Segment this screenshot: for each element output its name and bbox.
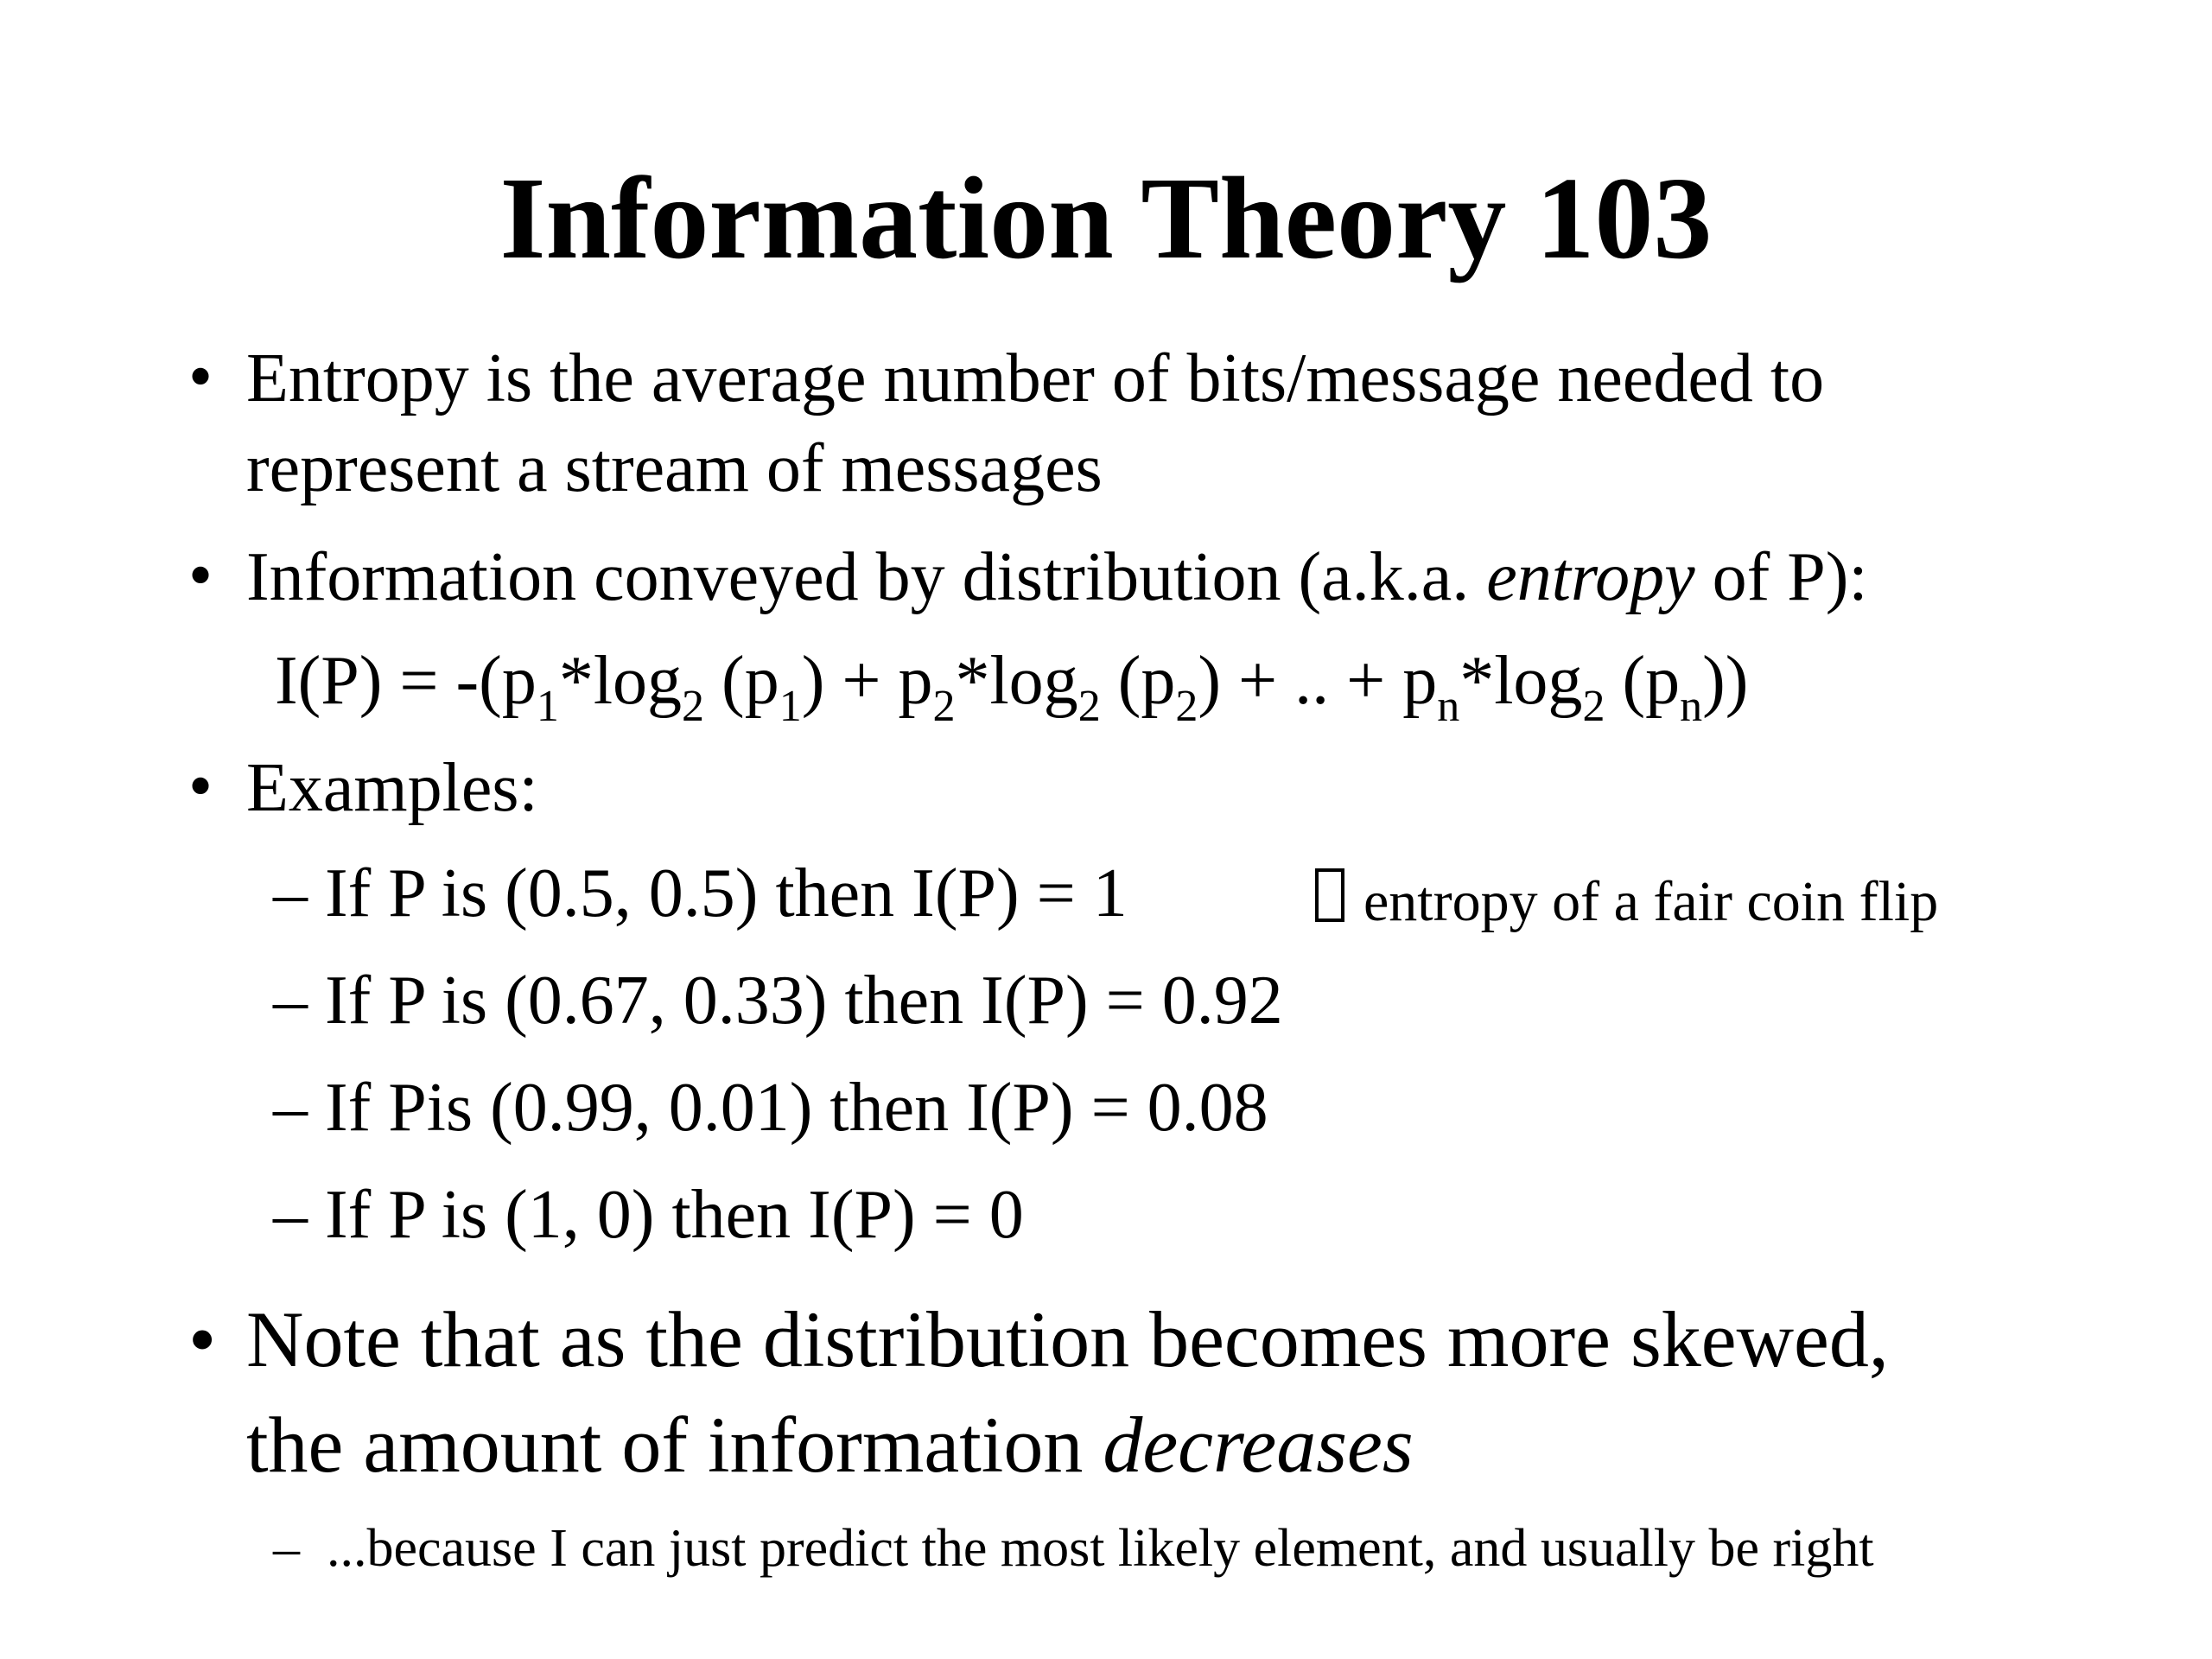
slide-title: Information Theory 103	[499, 154, 1713, 283]
bullet-dot: •	[188, 748, 213, 824]
bullet-1-line-2: represent a stream of messages	[246, 430, 1103, 506]
sub-bullet-text: ...because I can just predict the most likely element, and usually be right	[327, 1519, 1874, 1578]
bullet-2-emphasis: entropy	[1486, 539, 1695, 615]
decreases-emphasis: decreases	[1103, 1401, 1414, 1489]
example-3: – If Pis (0.99, 0.01) then I(P) = 0.08	[273, 1070, 1268, 1146]
bullet-2-pre: Information conveyed by distribution (a.k.a.	[246, 539, 1487, 615]
example-2: – If P is (0.67, 0.33) then I(P) = 0.92	[273, 963, 1283, 1039]
bullet-2-post: of P):	[1694, 539, 1868, 615]
bullet-2-text	[246, 534, 1868, 620]
coin-note: entropy of a fair coin flip	[1315, 859, 1938, 945]
bullet-3-label: Examples:	[246, 750, 538, 826]
bullet-4-line-1: Note that as the distribution becomes more skewed,	[246, 1295, 1889, 1383]
example-4: – If P is (1, 0) then I(P) = 0	[273, 1177, 1024, 1253]
missing-glyph-box	[1315, 868, 1344, 922]
example-1: – If P is (0.5, 0.5) then I(P) = 1	[273, 855, 1128, 931]
entropy-formula: $I(P) = -(p_1*\log_2$ $(p_1) + p_2*\log_2$ $(p_2)$ + .. + $p_n*\log_2$ $(p_n)$)	[275, 643, 1749, 731]
bullet-dot: •	[188, 339, 213, 415]
bullet-dot: •	[188, 537, 213, 613]
sub-bullet-dash: –	[273, 1519, 300, 1578]
bullet-dot: •	[188, 1295, 217, 1383]
bullet-1-line-1: Entropy is the average number of bits/message needed to	[246, 340, 1825, 416]
bullet-4-line-2: the amount of information decreases	[246, 1401, 1414, 1489]
